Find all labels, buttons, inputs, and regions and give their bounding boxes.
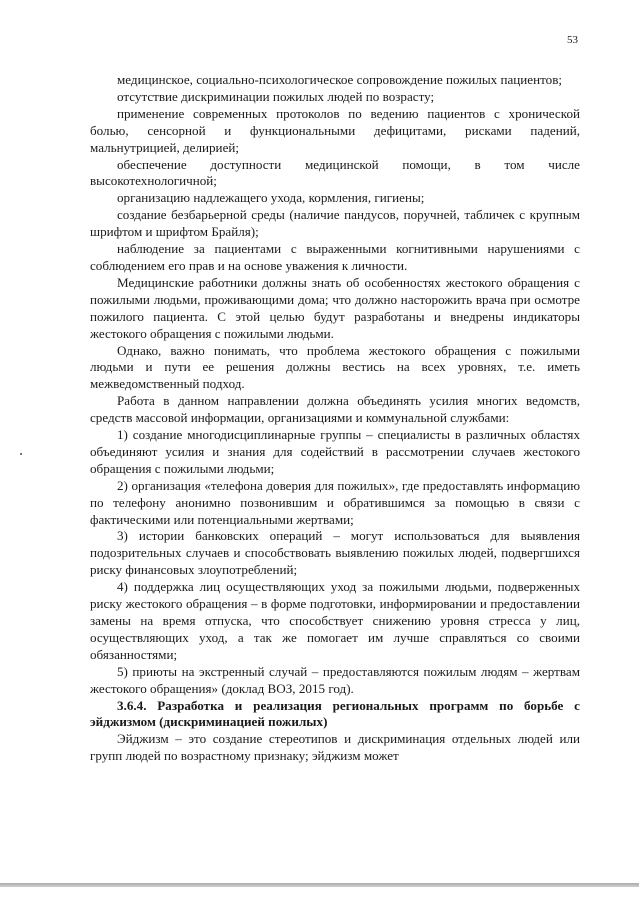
paragraph: отсутствие дискриминации пожилых людей по возрасту; [117, 88, 435, 104]
paragraph: Однако, важно понимать, что проблема жестокого обращения с пожилыми людьми и пути ее решения должны вестись на всех уровнях, т.е. иметь межведомственный подход. [90, 342, 580, 392]
paragraph: обеспечение доступности медицинской помощи, в том числе высокотехнологичной; [90, 156, 580, 189]
scan-bottom-edge [0, 883, 639, 887]
section-heading: 3.6.4. Разработка и реализация региональных программ по борьбе с эйджизмом (дискриминацией пожилых) [90, 697, 580, 730]
paragraph: Медицинские работники должны знать об особенностях жестокого обращения с пожилыми людьми, проживающими дома; что должно насторожить врача при осмотре пожилого пациента. С этой целью будут разработаны и внедрены индикаторы жестокого обращения с пожилыми людьми. [90, 274, 580, 341]
paragraph: Эйджизм – это создание стереотипов и дискриминация отдельных людей или групп людей по возрастному признаку; эйджизм может [90, 731, 580, 764]
paragraph: организацию надлежащего ухода, кормления, гигиены; [117, 190, 425, 206]
list-item: 4) поддержка лиц осуществляющих уход за пожилыми людьми, подверженных риску жестокого обращения – в форме подготовки, информировании и предоставлении замены на время отпуска, что способствует снижению уровня стресса у лиц, осуществляющих уход, а так же помогает им лучше справляться со своими обязанностями; [90, 579, 580, 662]
list-item: 3) истории банковских операций – могут использоваться для выявления подозрительных случаев и способствовать выявлению пожилых людей, подвергшихся риску финансовых злоупотреблений; [90, 528, 580, 578]
scan-speck [20, 453, 22, 455]
page-number: 53 [567, 34, 578, 46]
paragraph: медицинское, социально-психологическое сопровождение пожилых пациентов; [117, 72, 563, 87]
list-item: 5) приюты на экстренный случай – предоставляются пожилым людям – жертвам жестокого обращения» (доклад ВОЗ, 2015 год). [90, 663, 580, 696]
paragraph: наблюдение за пациентами с выраженными когнитивными нарушениями с соблюдением его прав и на основе уважения к личности. [90, 241, 580, 273]
paragraph: Работа в данном направлении должна объединять усилия многих ведомств, средств массовой информации, организациями и коммунальной службами: [90, 393, 580, 426]
list-item: 2) организация «телефона доверия для пожилых», где предоставлять информацию по телефону анонимно позвонившим и обратившимся за помощью в связи с фактическими или потенциальными жертвами; [90, 477, 580, 527]
document-body [90, 72, 580, 765]
paragraph: применение современных протоколов по ведению пациентов с хронической болью, сенсорной и функциональными дефицитами, рисками падений, мальнутрицией, делирией; [90, 105, 580, 155]
paragraph: создание безбарьерной среды (наличие пандусов, поручней, табличек с крупным шрифтом и шрифтом Брайля); [90, 207, 580, 240]
list-item: 1) создание многодисциплинарные группы – специалисты в различных областях объединяют усилия и знания для содействий в рассмотрении случаев жестокого обращения с пожилыми людьми; [90, 427, 580, 476]
